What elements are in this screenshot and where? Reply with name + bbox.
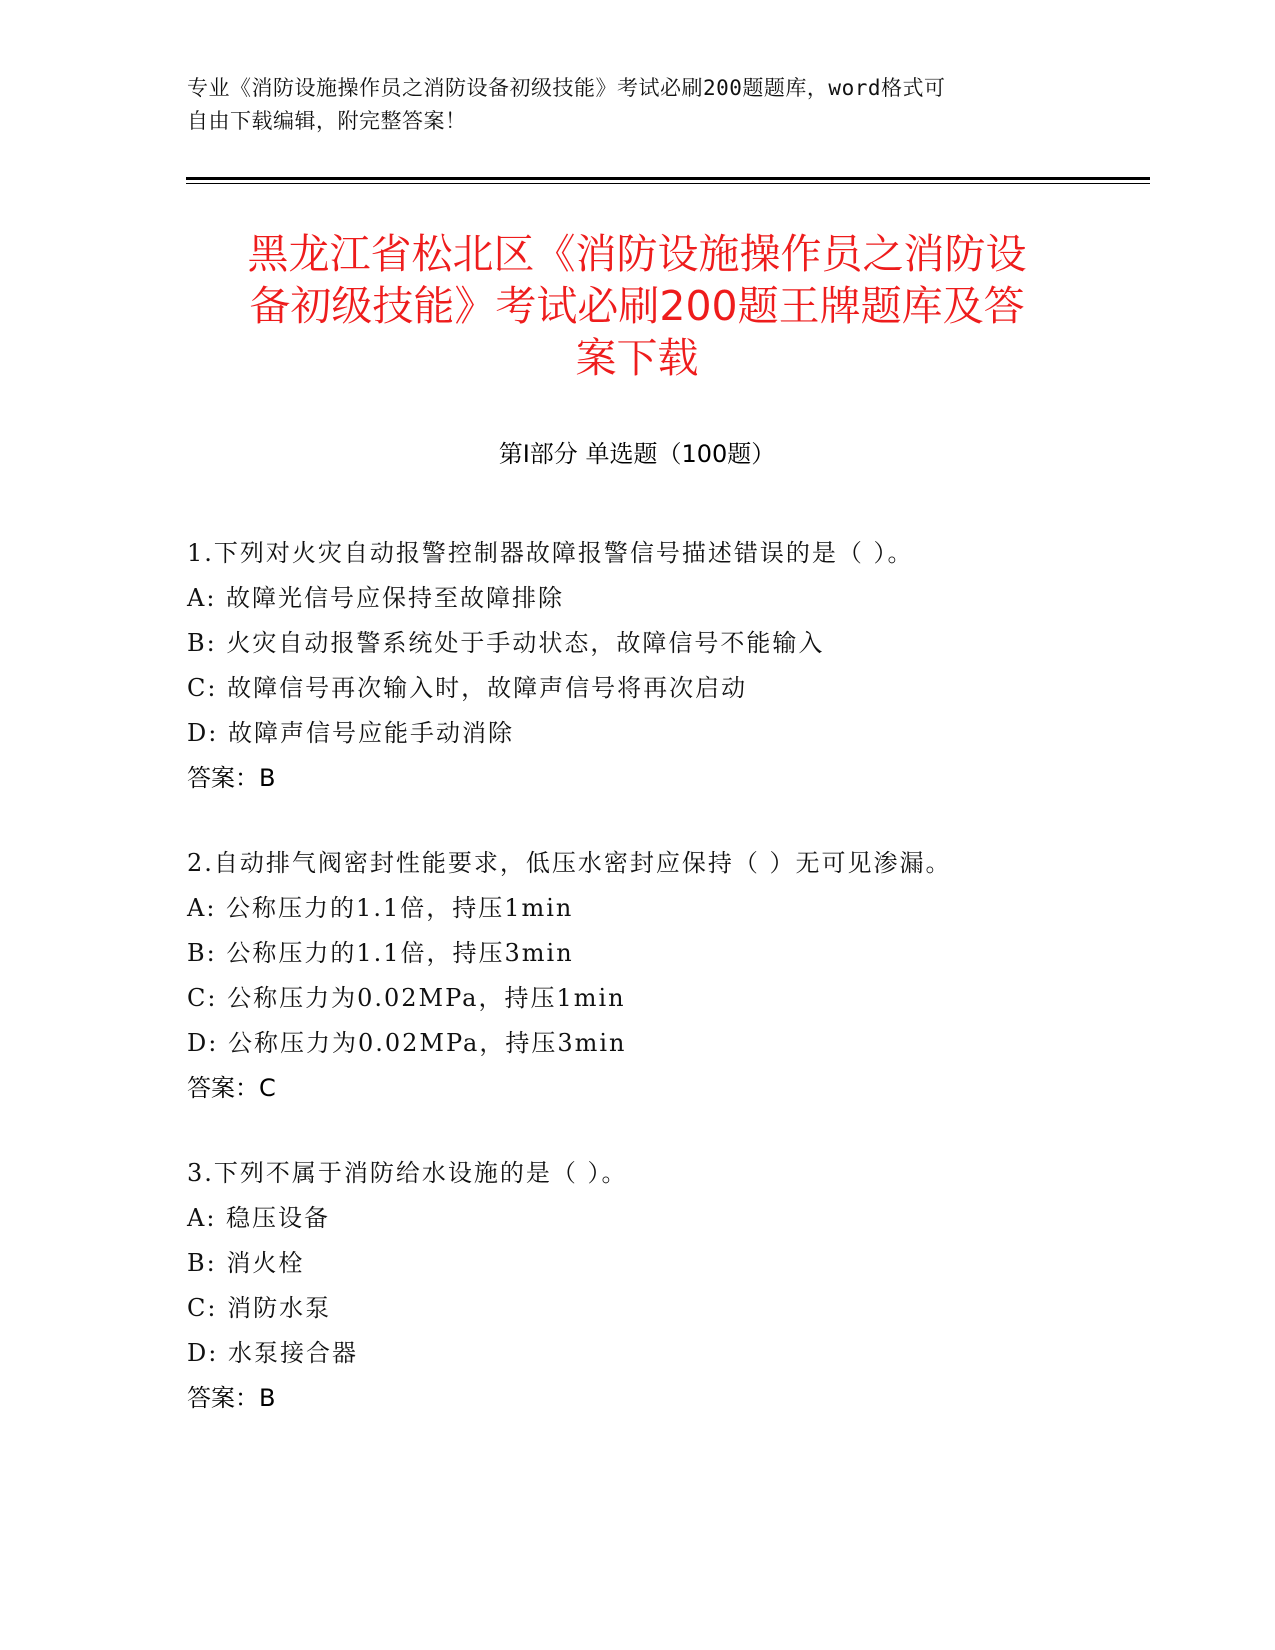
question-stem: 3.下列不属于消防给水设施的是（ ）。 <box>187 1159 628 1187</box>
option-b: B: 公称压力的1.1倍，持压3min <box>187 939 574 967</box>
question-stem: 1.下列对火灾自动报警控制器故障报警信号描述错误的是（ ）。 <box>187 539 914 567</box>
answer: 答案：C <box>187 1074 276 1102</box>
answer: 答案：B <box>187 764 276 792</box>
answer: 答案：B <box>187 1384 276 1412</box>
option-c: C: 消防水泵 <box>187 1294 332 1322</box>
document-title <box>187 228 1087 384</box>
question-2 <box>187 841 1187 1111</box>
option-c: C: 公称压力为0.02MPa，持压1min <box>187 984 626 1012</box>
option-a: A: 故障光信号应保持至故障排除 <box>187 584 565 612</box>
option-d: D: 故障声信号应能手动消除 <box>187 719 514 747</box>
header-divider-thick <box>186 177 1150 180</box>
option-d: D: 公称压力为0.02MPa，持压3min <box>187 1029 627 1057</box>
option-b: B: 火灾自动报警系统处于手动状态，故障信号不能输入 <box>187 629 825 657</box>
option-a: A: 稳压设备 <box>187 1204 331 1232</box>
title-line-1: 黑龙江省松北区《消防设施操作员之消防设 <box>247 230 1027 278</box>
question-3 <box>187 1151 1187 1421</box>
question-1 <box>187 531 1187 801</box>
section-heading: 第Ⅰ部分 单选题（100题） <box>498 440 776 468</box>
header-divider-thin <box>186 183 1150 184</box>
option-a: A: 公称压力的1.1倍，持压1min <box>187 894 574 922</box>
question-stem: 2.自动排气阀密封性能要求，低压水密封应保持（ ）无可见渗漏。 <box>187 849 952 877</box>
header-note <box>187 72 1067 138</box>
header-note-line-1: 专业《消防设施操作员之消防设备初级技能》考试必刷200题题库，word格式可 <box>187 76 946 100</box>
option-d: D: 水泵接合器 <box>187 1339 358 1367</box>
header-note-line-2: 自由下载编辑，附完整答案！ <box>187 109 467 133</box>
option-c: C: 故障信号再次输入时，故障声信号将再次启动 <box>187 674 748 702</box>
title-line-2: 备初级技能》考试必刷200题王牌题库及答 <box>249 282 1025 330</box>
option-b: B: 消火栓 <box>187 1249 305 1277</box>
title-line-3: 案下载 <box>575 334 699 382</box>
question-list <box>187 531 1187 1461</box>
